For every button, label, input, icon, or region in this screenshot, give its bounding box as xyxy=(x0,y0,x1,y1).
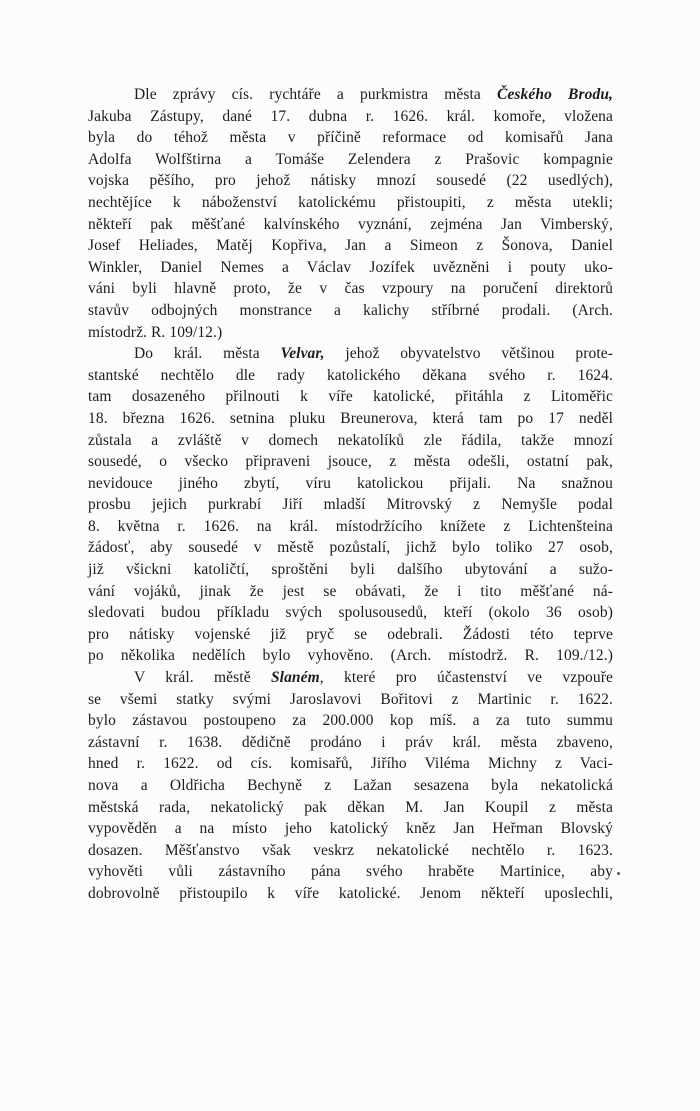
text-run: městská rada, nekatolický pak děkan M. Jan Koupil z města xyxy=(88,798,613,816)
text-run: váni byli hlavně proto, že v čas vzpoury na poručení direktorů xyxy=(88,280,613,298)
text-line xyxy=(88,170,613,192)
text-run: vojska pěšího, pro jehož nátisky mnozí sousedé (22 usedlých), xyxy=(88,172,613,190)
text-run: nevidouce jiného zbytí, víru katolickou přijali. Na snažnou xyxy=(88,474,613,492)
text-line xyxy=(88,602,613,624)
text-line xyxy=(88,624,613,646)
text-run: vypověděn a na místo jeho katolický kněz Jan Heřman Blovský xyxy=(88,820,613,838)
paragraph xyxy=(88,343,613,667)
text-run: dosazen. Měšťanstvo však veskrz nekatolické nechtělo r. 1623. xyxy=(88,841,613,859)
text-line xyxy=(88,840,613,862)
place-name-emphasis: Velvar, xyxy=(280,345,325,363)
text-run: Dle zprávy cís. rychtáře a purkmistra města xyxy=(134,86,497,103)
text-run: někteří pak měšťané kalvínského vyznání, zejména Jan Vimberský, xyxy=(88,215,613,233)
text-line xyxy=(88,106,613,128)
text-line xyxy=(88,732,613,754)
text-line xyxy=(88,494,613,516)
text-line xyxy=(88,818,613,840)
text-run: bylo zástavou postoupeno za 200.000 kop míš. a za tuto summu xyxy=(88,712,613,730)
text-run: vání vojáků, jinak že jest se obávati, že i tito měšťané ná- xyxy=(88,582,613,600)
text-run: 18. března 1626. setnina pluku Breunerova, která tam po 17 neděl xyxy=(88,409,613,427)
text-run: dobrovolně přistoupilo k víře katolické. Jenom někteří uposlechli, xyxy=(88,884,613,902)
text-line xyxy=(88,214,613,236)
text-run: jehož obyvatelstvo většinou prote- xyxy=(324,345,613,363)
text-run: 8. května r. 1626. na král. místodržícího knížete z Lichtenšteina xyxy=(88,517,613,535)
text-line xyxy=(88,278,613,300)
text-run: V král. městě xyxy=(134,669,271,687)
text-run: po několika nedělích bylo vyhověno. (Arch. místodrž. R. 109./12.) xyxy=(88,647,613,665)
text-line xyxy=(88,667,613,689)
text-line xyxy=(88,235,613,257)
text-run: sousedé, o všecko připraveni jsouce, z města odešli, ostatní pak, xyxy=(88,453,613,471)
text-run: zástavní r. 1638. dědičně prodáno i práv král. města zbaveno, xyxy=(88,733,613,751)
text-run: Josef Heliades, Matěj Kopřiva, Jan a Simeon z Šonova, Daniel xyxy=(88,237,613,255)
text-run: stavův odbojných monstrance a kalichy stříbrné prodali. (Arch. xyxy=(88,301,613,319)
text-line xyxy=(88,753,613,775)
text-line xyxy=(88,149,613,171)
text-line xyxy=(88,408,613,430)
text-line xyxy=(88,451,613,473)
text-run: Adolfa Wolfštirna a Tomáše Zelendera z Prašovic kompagnie xyxy=(88,150,613,168)
text-block xyxy=(88,84,613,905)
text-run: vyhověti vůli zástavního pána svého hraběte Martinice, aby xyxy=(88,863,613,881)
place-name-emphasis: Slaném xyxy=(270,669,320,687)
text-run: prosbu jejich purkrabí Jiří mladší Mitrovský z Nemyšle podal xyxy=(88,496,613,514)
text-line xyxy=(88,559,613,581)
text-run: místodrž. R. 109/12.) xyxy=(88,323,223,341)
text-line xyxy=(88,689,613,711)
text-line xyxy=(88,127,613,149)
text-line xyxy=(88,343,613,365)
paragraph xyxy=(88,667,613,905)
text-line xyxy=(88,430,613,452)
text-run: stantské nechtělo dle rady katolického děkana svého r. 1624. xyxy=(88,366,613,384)
text-run: žádosť, aby sousedé v městě pozůstalí, jichž bylo toliko 27 osob, xyxy=(88,539,613,557)
paragraph xyxy=(88,84,613,343)
text-run: Winkler, Daniel Nemes a Václav Jozífek uvězněni i pouty uko- xyxy=(88,258,613,276)
text-line xyxy=(88,300,613,322)
text-line xyxy=(88,581,613,603)
text-run: sledovati budou příkladu svých spolusousedů, kteří (okolo 36 osob) xyxy=(88,604,613,622)
text-line xyxy=(88,192,613,214)
text-run: nechtějíce k náboženství katolickému přistoupiti, z města utekli; xyxy=(88,193,613,211)
text-run: již všickni katoličtí, sproštěni byli dalšího ubytování a sužo- xyxy=(88,561,613,579)
text-run: , které pro účastenství ve vzpouře xyxy=(319,669,613,687)
text-line xyxy=(88,775,613,797)
text-line xyxy=(88,883,613,905)
text-line xyxy=(88,710,613,732)
text-line xyxy=(88,861,613,883)
text-line xyxy=(88,645,613,667)
text-line xyxy=(88,322,613,344)
ink-speck xyxy=(617,872,620,875)
text-line xyxy=(88,537,613,559)
text-run: nova a Oldřicha Bechyně z Lažan sesazena byla nekatolická xyxy=(88,777,613,794)
text-line xyxy=(88,386,613,408)
text-run: pro nátisky vojenské již pryč se odebrali. Žádosti této teprve xyxy=(88,625,613,643)
text-line xyxy=(88,797,613,819)
text-line xyxy=(88,365,613,387)
text-run: hned r. 1622. od cís. komisařů, Jiřího Viléma Michny z Vaci- xyxy=(88,755,613,773)
text-line xyxy=(88,473,613,495)
text-run: byla do téhož města v příčině reformace od komisařů Jana xyxy=(88,129,613,147)
text-run: se všemi statky svými Jaroslavovi Bořitovi z Martinic r. 1622. xyxy=(88,690,613,708)
text-run: Do král. města xyxy=(134,345,281,363)
text-run: zůstala a zvláště v domech nekatolíků zle řádila, takže mnozí xyxy=(88,431,613,449)
text-run: Jakuba Zástupy, dané 17. dubna r. 1626. král. komoře, vložena xyxy=(88,107,613,125)
text-line xyxy=(88,516,613,538)
text-run: tam dosazeného přilnouti k víře katolické, přitáhla z Litoměřic xyxy=(88,388,613,406)
text-line xyxy=(88,84,613,106)
text-line xyxy=(88,257,613,279)
place-name-emphasis: Českého Brodu, xyxy=(497,86,614,103)
